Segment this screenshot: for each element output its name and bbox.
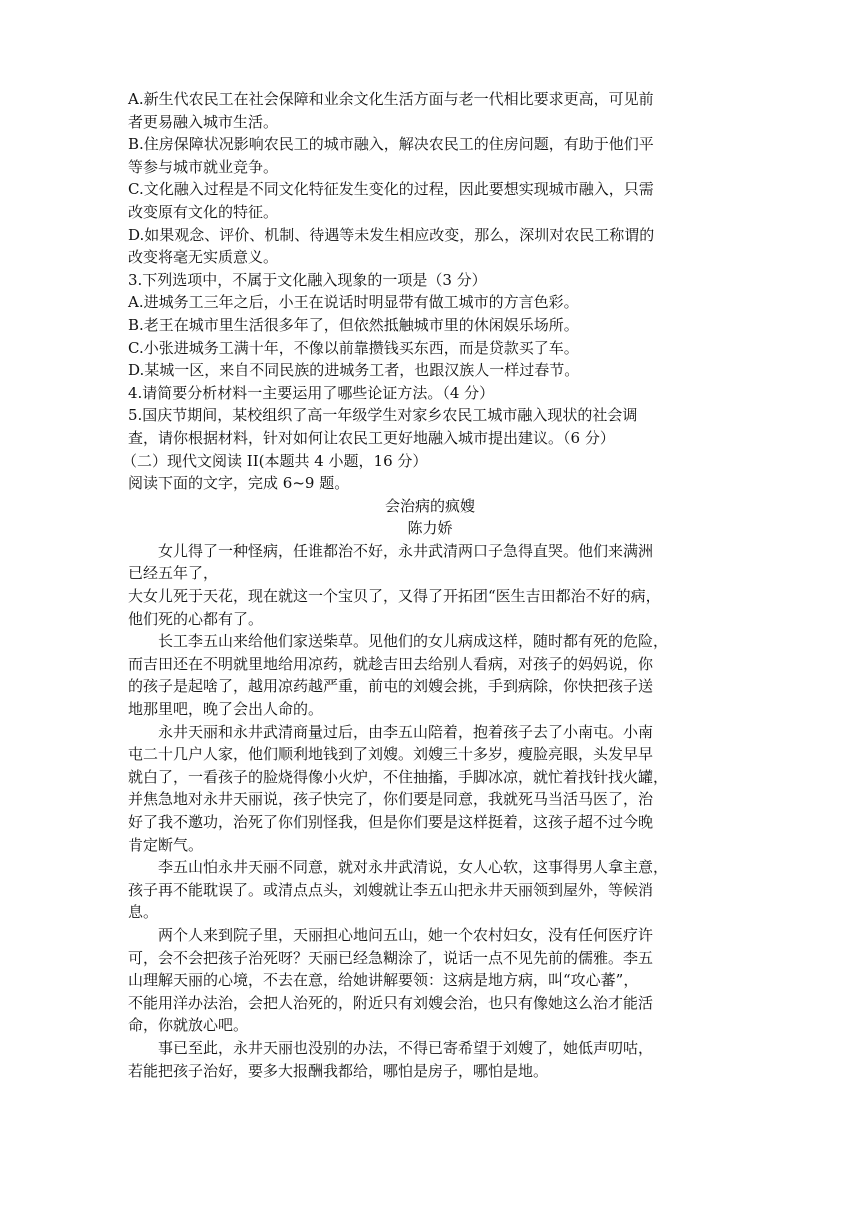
text-line: 并焦急地对永井天丽说，孩子快完了，你们要是同意，我就死马当活马医了，治	[128, 790, 654, 809]
story-paragraph	[128, 924, 732, 1037]
text-line: 地那里吧，晚了会出人命的。	[128, 700, 324, 719]
q3-option-d: D.某城一区，来自不同民族的进城务工者，也跟汉族人一样过春节。	[128, 361, 580, 380]
document-page	[122, 88, 732, 1082]
text-line: 息。	[128, 903, 159, 922]
q3-option-b: B.老王在城市里生活很多年了，但依然抵触城市里的休闲娱乐场所。	[128, 315, 579, 334]
story-paragraph	[128, 1037, 732, 1082]
text-line: D.如果观念、评价、机制、待遇等未发生相应改变，那么，深圳对农民工称谓的	[128, 225, 655, 244]
q2-option-a	[128, 88, 732, 133]
q2-option-b	[128, 133, 732, 178]
text-line: B.住房保障状况影响农民工的城市融入，解决农民工的住房问题，有助于他们平	[128, 135, 654, 154]
section-instruction: 阅读下面的文字，完成 6~9 题。	[128, 474, 350, 493]
text-line: C.文化融入过程是不同文化特征发生变化的过程，因此要想实现城市融入，只需	[128, 180, 654, 199]
text-line: A.新生代农民工在社会保障和业余文化生活方面与老一代相比要求更高，可见前	[128, 90, 654, 108]
text-line: 永井天丽和永井武清商量过后，由李五山陪着，抱着孩子去了小南屯。小南	[158, 722, 654, 741]
text-line: 大女儿死于天花，现在就这一个宝贝了，又得了开拓团“医生吉田都治不好的病，	[128, 587, 661, 606]
text-line: 他们死的心都有了。	[128, 609, 264, 628]
q2-option-d	[128, 224, 732, 269]
text-line: 若能把孩子治好，要多大报酬我都给，哪怕是房子，哪怕是地。	[128, 1061, 549, 1080]
story-title: 会治病的疯嫂	[384, 496, 475, 515]
story-paragraph	[128, 721, 732, 857]
section-heading: （二）现代文阅读 II(本题共 4 小题，16 分）	[122, 451, 428, 470]
text-line: 不能用洋办法治，会把人治死的，附近只有刘嫂会治，也只有像她这么治才能活	[128, 993, 654, 1012]
text-line: 长工李五山来给他们家送柴草。见他们的女儿病成这样，随时都有死的危险，	[158, 632, 669, 651]
text-line: 等参与城市就业竞争。	[128, 157, 279, 176]
story-paragraph	[128, 630, 732, 720]
text-line: 事已至此，永井天丽也没别的办法，不得已寄希望于刘嫂了，她低声叨咕，	[158, 1038, 654, 1057]
q3-option-a: A.进城务工三年之后，小王在说话时明显带有做工城市的方言色彩。	[128, 293, 579, 312]
text-line: 李五山怕永井天丽不同意，就对永井武清说，女人心软，这事得男人拿主意，	[158, 858, 669, 877]
question-5	[128, 404, 732, 449]
text-line: 可，会不会把孩子治死呀？天丽已经急糊涂了，说话一点不见先前的儒雅。李五	[128, 948, 654, 967]
text-line: 而吉田还在不明就里地给用凉药，就趁吉田去给别人看病，对孩子的妈妈说，你	[128, 654, 654, 673]
text-line: 屯二十几户人家，他们顺利地钱到了刘嫂。刘嫂三十多岁，瘦脸亮眼，头发早早	[128, 745, 654, 764]
q3-option-c: C.小张进城务工满十年，不像以前靠攒钱买东西，而是贷款买了车。	[128, 338, 579, 357]
text-line: 改变将毫无实质意义。	[128, 248, 279, 267]
story-author: 陈力娇	[407, 519, 453, 538]
story-paragraph	[128, 856, 732, 924]
text-line: 5.国庆节期间，某校组织了高一年级学生对家乡农民工城市融入现状的社会调	[128, 406, 638, 425]
text-line: 女儿得了一种怪病，任谁都治不好，永井武清两口子急得直哭。他们来满洲	[158, 541, 654, 560]
q2-option-c	[128, 178, 732, 223]
text-line: 好了我不邀功，治死了你们别怪我，但是你们要是这样挺着，这孩子超不过今晚	[128, 813, 654, 831]
text-line: 就白了，一看孩子的脸烧得像小火炉，不住抽搐，手脚冰凉，就忙着找针找火罐，	[128, 767, 669, 786]
text-line: 的孩子是起啥了，越用凉药越严重，前屯的刘嫂会挑，手到病除，你快把孩子送	[128, 677, 654, 696]
text-line: 孩子再不能耽误了。或清点点头，刘嫂就让李五山把永井天丽领到屋外，等候消	[128, 880, 654, 899]
text-line: 改变原有文化的特征。	[128, 202, 279, 221]
text-line: 命，你就放心吧。	[128, 1016, 249, 1035]
story-paragraph	[128, 540, 732, 630]
text-line: 查，请你根据材料，针对如何让农民工更好地融入城市提出建议。（6 分）	[128, 428, 615, 447]
question-4: 4.请简要分析材料一主要运用了哪些论证方法。（4 分）	[128, 383, 495, 402]
text-line: 山理解天丽的心境，不去在意，给她讲解要领：这病是地方病，叫“攻心蕃”，	[128, 971, 639, 990]
text-line: 者更易融入城市生活。	[128, 112, 279, 131]
text-line: 两个人来到院子里，天丽担心地问五山，她一个农村妇女，没有任何医疗许	[158, 925, 654, 944]
text-line: 肯定断气。	[128, 835, 204, 854]
question-3-stem: 3.下列选项中，不属于文化融入现象的一项是（3 分）	[128, 270, 487, 289]
text-line: 已经五年了，	[128, 564, 219, 583]
